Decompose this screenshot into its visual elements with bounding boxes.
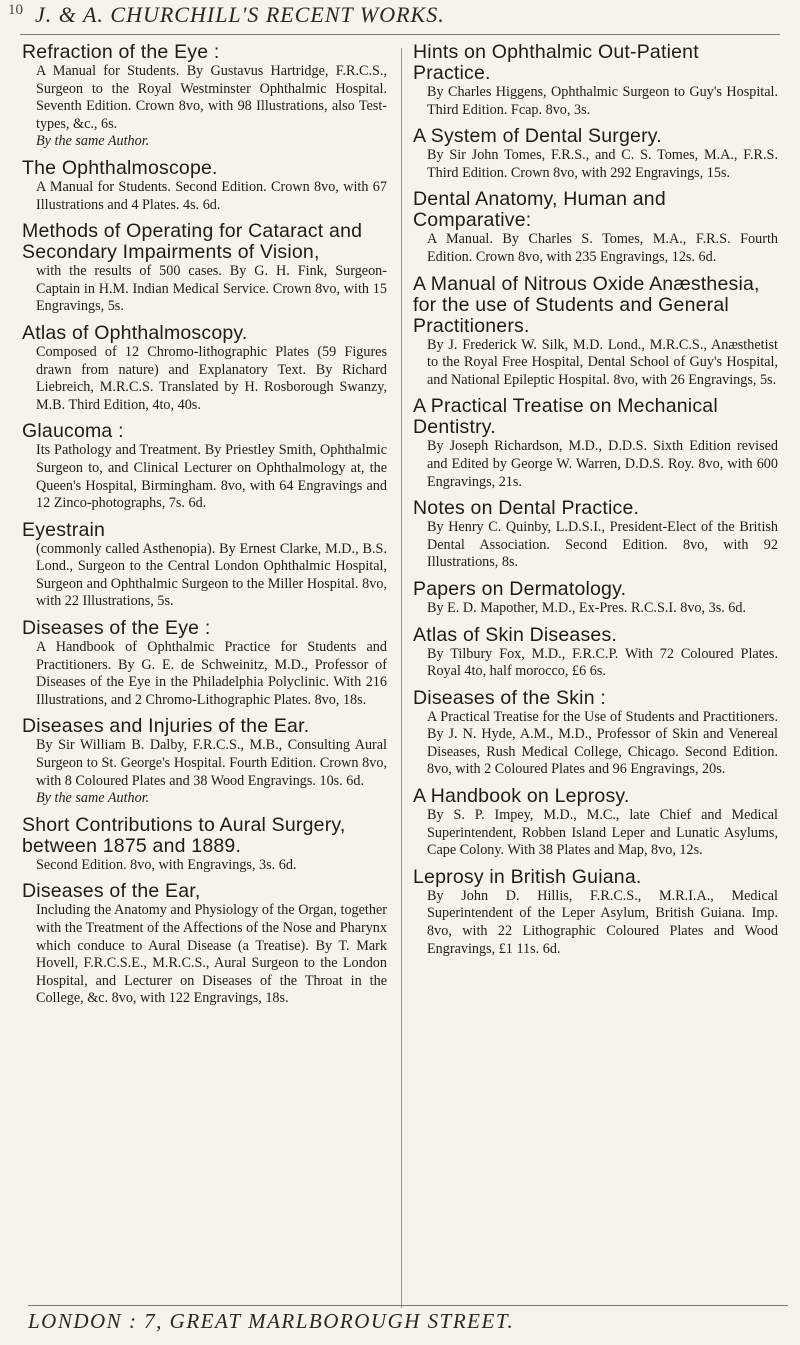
- book-entry: [413, 42, 778, 119]
- book-description: By E. D. Mapother, M.D., Ex-Pres. R.C.S.I. 8vo, 3s. 6d.: [427, 599, 747, 616]
- book-entry: [413, 786, 778, 860]
- book-description: By Tilbury Fox, M.D., F.R.C.P. With 72 Coloured Plates. Royal 4to, half morocco, £6 6s.: [427, 645, 778, 680]
- book-title: A Handbook on Leprosy.: [413, 785, 630, 808]
- running-title: J. & A. CHURCHILL'S RECENT WORKS.: [35, 2, 445, 27]
- book-title: Diseases of the Eye :: [22, 617, 211, 640]
- book-title: Papers on Dermatology.: [413, 577, 627, 600]
- book-entry: [22, 815, 387, 875]
- book-description: By J. Frederick W. Silk, M.D. Lond., M.R.C.S., Anæsthetist to the Royal Free Hospital, Dental School of Guy's Hospital, and National Epileptic Hospital. 8vo, with 26 Engravings, 5s.: [427, 336, 778, 388]
- same-author-note: By the same Author.: [36, 133, 150, 150]
- book-entry: [413, 498, 778, 572]
- book-title: Glaucoma :: [22, 420, 124, 443]
- book-entry: [22, 158, 387, 214]
- book-description: By S. P. Impey, M.D., M.C., late Chief and Medical Superintendent, Robben Island Leper and Lunatic Asylums, Cape Colony. With 38 Plates and Map, 8vo, 12s.: [427, 807, 778, 859]
- book-title: A Practical Treatise on Mechanical Dentistry.: [413, 395, 718, 439]
- book-title: Refraction of the Eye :: [22, 41, 220, 63]
- book-title: Eyestrain: [22, 518, 106, 541]
- book-entry: [22, 881, 387, 1008]
- header-rule: [20, 34, 780, 35]
- book-description: Its Pathology and Treatment. By Priestley Smith, Ophthalmic Surgeon to, and Clinical Lecturer on Ophthalmology at, the Queen's Hospital, Birmingham. 8vo, with 64 Engravings and 12 Zinco-photographs, 7s. 6d.: [36, 442, 387, 512]
- same-author-note: By the same Author.: [36, 790, 150, 807]
- book-entry: [413, 625, 778, 681]
- book-description: (commonly called Asthenopia). By Ernest Clarke, M.D., B.S. Lond., Surgeon to the Central London Ophthalmic Hospital, Surgeon and Ophthalmic Surgeon to the Miller Hospital. 8vo, with 22 Illustrations, 5s.: [36, 540, 387, 610]
- book-description: By John D. Hillis, F.R.C.S., M.R.I.A., Medical Superintendent of the Leper Asylum, British Guiana. Imp. 8vo, with 22 Lithographic Coloured Plates and Wood Engravings, £1 11s. 6d.: [427, 887, 778, 957]
- book-entry: [22, 716, 387, 807]
- book-description: A Handbook of Ophthalmic Practice for Students and Practitioners. By G. E. de Schweinitz, M.D., Professor of Diseases of the Eye in the Philadelphia Polyclinic. With 216 Illustrations, and 2 Chromo-Lithographic Plates. 8vo, 18s.: [36, 639, 387, 708]
- book-description: By Sir John Tomes, F.R.S., and C. S. Tomes, M.A., F.R.S. Third Edition. Crown 8vo, with 292 Engravings, 15s.: [427, 147, 778, 181]
- book-entry: [22, 618, 387, 709]
- book-entry: [22, 520, 387, 611]
- column-divider: [401, 48, 402, 1308]
- book-description: A Manual. By Charles S. Tomes, M.A., F.R.S. Fourth Edition. Crown 8vo, with 235 Engravings, 12s. 6d.: [427, 231, 778, 265]
- book-description: By Sir William B. Dalby, F.R.C.S., M.B., Consulting Aural Surgeon to St. George's Hospital. Fourth Edition. Crown 8vo, with 8 Coloured Plates and 38 Wood Engravings. 10s. 6d.: [36, 737, 387, 789]
- book-title: Notes on Dental Practice.: [413, 497, 640, 520]
- book-title: A System of Dental Surgery.: [413, 125, 662, 148]
- publisher-imprint: LONDON : 7, GREAT MARLBOROUGH STREET.: [28, 1305, 788, 1334]
- book-entry: [413, 867, 778, 958]
- book-entry: [22, 421, 387, 512]
- book-title: A Manual of Nitrous Oxide Anæsthesia, for the use of Students and General Practitioners.: [413, 272, 760, 337]
- book-title: Diseases and Injuries of the Ear.: [22, 715, 310, 738]
- book-entry: [413, 126, 778, 182]
- book-description: A Manual for Students. By Gustavus Hartridge, F.R.C.S., Surgeon to the Royal Westminster Ophthalmic Hospital. Seventh Edition. Crown 8vo, with 98 Illustrations, also Test-types, &c., 6s.: [36, 63, 387, 132]
- book-title: Methods of Operating for Cataract and Secondary Impairments of Vision,: [22, 220, 363, 264]
- book-description: By Charles Higgens, Ophthalmic Surgeon to Guy's Hospital. Third Edition. Fcap. 8vo, 3s.: [427, 84, 778, 118]
- book-entry: [22, 323, 387, 414]
- book-entry: [413, 274, 778, 390]
- page-number: 10: [8, 2, 23, 18]
- book-title: The Ophthalmoscope.: [22, 156, 218, 179]
- book-title: Short Contributions to Aural Surgery, between 1875 and 1889.: [22, 813, 346, 857]
- book-entry: [413, 688, 778, 779]
- book-description: By Joseph Richardson, M.D., D.D.S. Sixth Edition revised and Edited by George W. Warren, D.D.S. Roy. 8vo, with 600 Engravings, 21s.: [427, 438, 778, 490]
- book-description: A Manual for Students. Second Edition. Crown 8vo, with 67 Illustrations and 4 Plates. 4s. 6d.: [36, 178, 387, 213]
- book-entry: [413, 579, 778, 618]
- book-description: A Practical Treatise for the Use of Students and Practitioners. By J. N. Hyde, A.M., M.D., Professor of Skin and Venereal Diseases, Rush Medical College, Chicago. Second Edition. 8vo, with 2 Coloured Plates and 96 Engravings, 20s.: [427, 708, 778, 778]
- book-title: Diseases of the Skin :: [413, 686, 606, 709]
- book-entry: [22, 42, 387, 151]
- left-column: [22, 42, 387, 1015]
- book-title: Atlas of Ophthalmoscopy.: [22, 321, 248, 344]
- book-description: Composed of 12 Chromo-lithographic Plates (59 Figures drawn from nature) and Explanatory Text. By Richard Liebreich, M.R.C.S. Translated by H. Rosborough Swanzy, M.B. Third Edition, 4to, 40s.: [36, 343, 387, 413]
- book-title: Dental Anatomy, Human and Comparative:: [413, 188, 666, 232]
- book-title: Atlas of Skin Diseases.: [413, 623, 618, 646]
- book-title: Leprosy in British Guiana.: [413, 865, 642, 888]
- book-entry: [413, 189, 778, 266]
- book-description: Including the Anatomy and Physiology of the Organ, together with the Treatment of the Affections of the Nose and Pharynx which conduce to Aural Disease (a Treatise). By T. Mark Hovell, F.R.C.S.E., M.R.C.S., Aural Surgeon to the London Hospital, and Lecturer on Diseases of the Throat in the College, &c. 8vo, with 122 Engravings, 18s.: [36, 902, 387, 1007]
- book-entry: [22, 221, 387, 316]
- book-title: Diseases of the Ear,: [22, 880, 201, 903]
- book-description: Second Edition. 8vo, with Engravings, 3s. 6d.: [36, 856, 297, 873]
- book-description: By Henry C. Quinby, L.D.S.I., President-Elect of the British Dental Association. Second Edition. 8vo, with 92 Illustrations, 8s.: [427, 519, 778, 571]
- book-description: with the results of 500 cases. By G. H. Fink, Surgeon-Captain in H.M. Indian Medical Service. Crown 8vo, with 15 Engravings, 5s.: [36, 263, 387, 315]
- book-title: Hints on Ophthalmic Out-Patient Practice.: [413, 41, 699, 84]
- right-column: [413, 42, 778, 965]
- book-entry: [413, 396, 778, 491]
